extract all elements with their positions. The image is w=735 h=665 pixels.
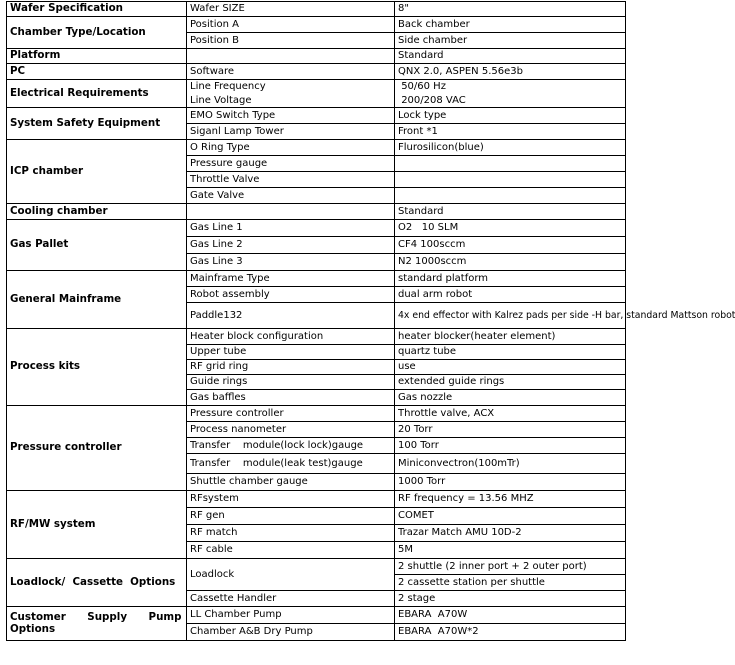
- value-cell: Lock type: [395, 108, 626, 124]
- category-cell: Chamber Type/Location: [7, 17, 187, 49]
- value-cell: dual arm robot: [395, 287, 626, 303]
- table-row: [7, 406, 626, 422]
- value-cell: standard platform: [395, 271, 626, 287]
- item-cell: Upper tube: [187, 345, 395, 360]
- value-cell: Front *1: [395, 124, 626, 140]
- value-cell: [395, 188, 626, 204]
- table-row: [7, 559, 626, 575]
- value-cell: 5M: [395, 542, 626, 559]
- item-cell: Line Frequency: [187, 80, 395, 94]
- item-cell: RF gen: [187, 508, 395, 525]
- item-cell: Chamber A&B Dry Pump: [187, 624, 395, 641]
- category-cell: PC: [7, 64, 187, 80]
- item-cell: Guide rings: [187, 375, 395, 390]
- spec-table: [6, 1, 735, 641]
- item-cell: Transfer module(leak test)gauge: [187, 454, 395, 474]
- value-cell: COMET: [395, 508, 626, 525]
- item-cell: Software: [187, 64, 395, 80]
- value-cell: 4x end effector with Kalrez pads per side -H bar, standard Mattson robot: [395, 303, 626, 329]
- value-cell: Back chamber: [395, 17, 626, 33]
- table-row: [7, 108, 626, 124]
- item-cell: Pressure gauge: [187, 156, 395, 172]
- value-text: 50/60 Hz: [401, 81, 446, 92]
- item-cell: O Ring Type: [187, 140, 395, 156]
- item-cell: Line Voltage: [187, 94, 395, 108]
- value-cell: Throttle valve, ACX: [395, 406, 626, 422]
- item-cell: EMO Switch Type: [187, 108, 395, 124]
- category-cell: Pressure controller: [7, 406, 187, 491]
- value-cell: Gas nozzle: [395, 390, 626, 406]
- item-cell: Loadlock: [187, 559, 395, 591]
- item-cell: Gas Line 2: [187, 237, 395, 254]
- value-cell: [395, 80, 626, 94]
- table-row: [7, 17, 626, 33]
- category-cell: General Mainframe: [7, 271, 187, 329]
- value-cell: Miniconvectron(100mTr): [395, 454, 626, 474]
- category-cell: ICP chamber: [7, 140, 187, 204]
- value-cell: N2 1000sccm: [395, 254, 626, 271]
- value-cell: Standard: [395, 49, 626, 64]
- value-cell: RF frequency = 13.56 MHZ: [395, 491, 626, 508]
- item-cell: [187, 204, 395, 220]
- value-cell: CF4 100sccm: [395, 237, 626, 254]
- item-cell: Paddle132: [187, 303, 395, 329]
- value-cell: QNX 2.0, ASPEN 5.56e3b: [395, 64, 626, 80]
- item-cell: Wafer SIZE: [187, 2, 395, 17]
- table-row: [7, 64, 626, 80]
- item-cell: RFsystem: [187, 491, 395, 508]
- table-row: [7, 491, 626, 508]
- item-cell: Gas Line 3: [187, 254, 395, 271]
- value-cell: extended guide rings: [395, 375, 626, 390]
- item-cell: Position B: [187, 33, 395, 49]
- value-cell: 20 Torr: [395, 422, 626, 438]
- category-cell: System Safety Equipment: [7, 108, 187, 140]
- category-cell: RF/MW system: [7, 491, 187, 559]
- item-cell: Pressure controller: [187, 406, 395, 422]
- category-cell: Loadlock/ Cassette Options: [7, 559, 187, 607]
- value-cell: Trazar Match AMU 10D-2: [395, 525, 626, 542]
- category-cell: Gas Pallet: [7, 220, 187, 271]
- value-cell: EBARA A70W*2: [395, 624, 626, 641]
- value-cell: use: [395, 360, 626, 375]
- item-cell: Robot assembly: [187, 287, 395, 303]
- item-cell: Gas baffles: [187, 390, 395, 406]
- category-cell: Cooling chamber: [7, 204, 187, 220]
- value-cell: 2 stage: [395, 591, 626, 607]
- value-cell: [395, 172, 626, 188]
- item-cell: Transfer module(lock lock)gauge: [187, 438, 395, 454]
- item-cell: Position A: [187, 17, 395, 33]
- category-cell: Wafer Specification: [7, 2, 187, 17]
- value-cell: Flurosilicon(blue): [395, 140, 626, 156]
- item-cell: Process nanometer: [187, 422, 395, 438]
- value-cell: EBARA A70W: [395, 607, 626, 624]
- item-cell: Throttle Valve: [187, 172, 395, 188]
- table-row: [7, 80, 626, 94]
- value-cell: Standard: [395, 204, 626, 220]
- value-cell: Side chamber: [395, 33, 626, 49]
- item-cell: Siganl Lamp Tower: [187, 124, 395, 140]
- table-row: [7, 49, 626, 64]
- item-cell: [187, 49, 395, 64]
- table-row: [7, 204, 626, 220]
- category-cell: Customer Supply Pump Options: [7, 607, 187, 641]
- table-row: [7, 607, 626, 624]
- item-cell: RF cable: [187, 542, 395, 559]
- value-text: 200/208 VAC: [401, 94, 466, 106]
- value-cell: O2 10 SLM: [395, 220, 626, 237]
- value-cell: quartz tube: [395, 345, 626, 360]
- table-row: [7, 271, 626, 287]
- item-cell: LL Chamber Pump: [187, 607, 395, 624]
- item-cell: Gas Line 1: [187, 220, 395, 237]
- item-cell: Shuttle chamber gauge: [187, 474, 395, 491]
- item-cell: Gate Valve: [187, 188, 395, 204]
- category-cell: Process kits: [7, 329, 187, 406]
- value-cell: [395, 94, 626, 108]
- value-cell: [395, 156, 626, 172]
- value-cell: 2 shuttle (2 inner port + 2 outer port): [395, 559, 626, 575]
- category-cell: Electrical Requirements: [7, 80, 187, 108]
- item-cell: Cassette Handler: [187, 591, 395, 607]
- value-cell: 100 Torr: [395, 438, 626, 454]
- category-cell: Platform: [7, 49, 187, 64]
- item-cell: Heater block configuration: [187, 329, 395, 345]
- table-row: [7, 140, 626, 156]
- value-cell: 2 cassette station per shuttle: [395, 575, 626, 591]
- value-cell: 1000 Torr: [395, 474, 626, 491]
- item-cell: Mainframe Type: [187, 271, 395, 287]
- table-row: [7, 329, 626, 345]
- item-cell: RF grid ring: [187, 360, 395, 375]
- table-row: [7, 220, 626, 237]
- item-cell: RF match: [187, 525, 395, 542]
- value-cell: heater blocker(heater element): [395, 329, 626, 345]
- table-row: [7, 2, 626, 17]
- value-cell: 8": [395, 2, 626, 17]
